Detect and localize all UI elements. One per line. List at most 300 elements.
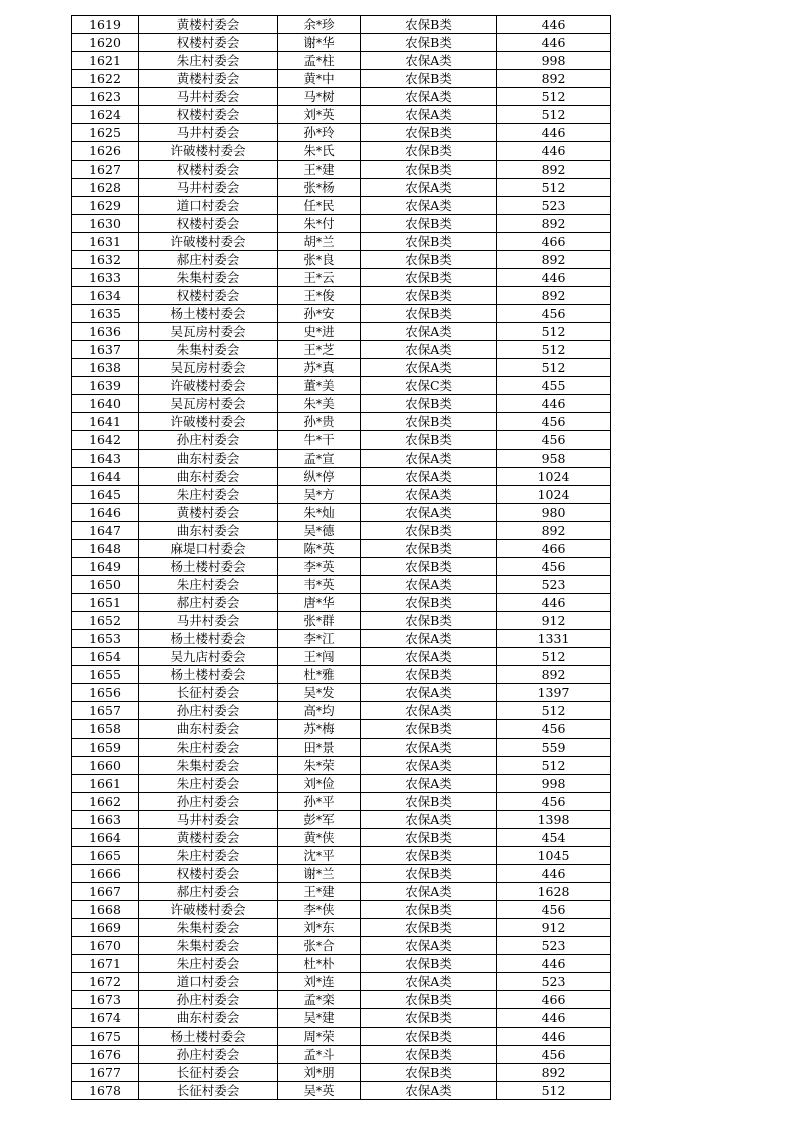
row-number-cell: 1669 — [72, 919, 139, 937]
insurance-type-cell: 农保B类 — [361, 521, 497, 539]
table-row — [72, 178, 611, 196]
village-committee-cell: 道口村委会 — [139, 973, 278, 991]
amount-cell: 512 — [497, 702, 611, 720]
table-row — [72, 594, 611, 612]
amount-cell: 892 — [497, 286, 611, 304]
person-name-cell: 孙*玲 — [278, 124, 361, 142]
insurance-type-cell: 农保A类 — [361, 196, 497, 214]
insurance-type-cell: 农保B类 — [361, 305, 497, 323]
insurance-type-cell: 农保B类 — [361, 1027, 497, 1045]
amount-cell: 455 — [497, 377, 611, 395]
table-row — [72, 955, 611, 973]
insurance-type-cell: 农保A类 — [361, 810, 497, 828]
person-name-cell: 董*美 — [278, 377, 361, 395]
village-committee-cell: 朱集村委会 — [139, 937, 278, 955]
table-body — [72, 16, 611, 1100]
amount-cell: 512 — [497, 648, 611, 666]
person-name-cell: 胡*兰 — [278, 232, 361, 250]
village-committee-cell: 吴瓦房村委会 — [139, 395, 278, 413]
row-number-cell: 1619 — [72, 16, 139, 34]
person-name-cell: 任*民 — [278, 196, 361, 214]
row-number-cell: 1661 — [72, 774, 139, 792]
village-committee-cell: 朱庄村委会 — [139, 485, 278, 503]
insurance-type-cell: 农保B类 — [361, 16, 497, 34]
row-number-cell: 1641 — [72, 413, 139, 431]
row-number-cell: 1626 — [72, 142, 139, 160]
village-committee-cell: 朱集村委会 — [139, 341, 278, 359]
table-row — [72, 359, 611, 377]
person-name-cell: 王*建 — [278, 160, 361, 178]
row-number-cell: 1676 — [72, 1045, 139, 1063]
amount-cell: 456 — [497, 431, 611, 449]
person-name-cell: 谢*兰 — [278, 864, 361, 882]
village-committee-cell: 长征村委会 — [139, 1063, 278, 1081]
person-name-cell: 朱*灿 — [278, 503, 361, 521]
table-row — [72, 250, 611, 268]
amount-cell: 454 — [497, 828, 611, 846]
table-row — [72, 196, 611, 214]
amount-cell: 466 — [497, 991, 611, 1009]
row-number-cell: 1665 — [72, 846, 139, 864]
amount-cell: 998 — [497, 774, 611, 792]
village-committee-cell: 朱庄村委会 — [139, 846, 278, 864]
person-name-cell: 孟*栾 — [278, 991, 361, 1009]
insurance-type-cell: 农保B类 — [361, 34, 497, 52]
table-row — [72, 214, 611, 232]
table-row — [72, 286, 611, 304]
village-committee-cell: 郝庄村委会 — [139, 250, 278, 268]
table-row — [72, 991, 611, 1009]
table-row — [72, 467, 611, 485]
table-row — [72, 738, 611, 756]
table-row — [72, 52, 611, 70]
person-name-cell: 吴*发 — [278, 684, 361, 702]
insurance-type-cell: 农保A类 — [361, 575, 497, 593]
amount-cell: 1398 — [497, 810, 611, 828]
insurance-type-cell: 农保A类 — [361, 1081, 497, 1099]
table-row — [72, 160, 611, 178]
row-number-cell: 1650 — [72, 575, 139, 593]
amount-cell: 466 — [497, 232, 611, 250]
amount-cell: 892 — [497, 1063, 611, 1081]
village-committee-cell: 朱庄村委会 — [139, 955, 278, 973]
amount-cell: 523 — [497, 575, 611, 593]
amount-cell: 456 — [497, 413, 611, 431]
amount-cell: 446 — [497, 594, 611, 612]
insurance-type-cell: 农保B类 — [361, 1063, 497, 1081]
document-page — [71, 15, 610, 1100]
village-committee-cell: 马井村委会 — [139, 178, 278, 196]
row-number-cell: 1653 — [72, 630, 139, 648]
amount-cell: 892 — [497, 214, 611, 232]
person-name-cell: 纵*停 — [278, 467, 361, 485]
person-name-cell: 孙*安 — [278, 305, 361, 323]
row-number-cell: 1625 — [72, 124, 139, 142]
row-number-cell: 1671 — [72, 955, 139, 973]
row-number-cell: 1624 — [72, 106, 139, 124]
row-number-cell: 1632 — [72, 250, 139, 268]
amount-cell: 892 — [497, 70, 611, 88]
row-number-cell: 1636 — [72, 323, 139, 341]
person-name-cell: 马*树 — [278, 88, 361, 106]
amount-cell: 980 — [497, 503, 611, 521]
amount-cell: 446 — [497, 142, 611, 160]
row-number-cell: 1677 — [72, 1063, 139, 1081]
row-number-cell: 1675 — [72, 1027, 139, 1045]
person-name-cell: 王*建 — [278, 883, 361, 901]
insurance-type-cell: 农保A类 — [361, 341, 497, 359]
insurance-type-cell: 农保A类 — [361, 359, 497, 377]
table-row — [72, 1045, 611, 1063]
village-committee-cell: 朱庄村委会 — [139, 774, 278, 792]
table-row — [72, 901, 611, 919]
insurance-type-cell: 农保B类 — [361, 864, 497, 882]
village-committee-cell: 孙庄村委会 — [139, 991, 278, 1009]
village-committee-cell: 曲东村委会 — [139, 720, 278, 738]
village-committee-cell: 马井村委会 — [139, 810, 278, 828]
row-number-cell: 1637 — [72, 341, 139, 359]
insurance-type-cell: 农保A类 — [361, 937, 497, 955]
amount-cell: 456 — [497, 720, 611, 738]
person-name-cell: 王*芝 — [278, 341, 361, 359]
row-number-cell: 1662 — [72, 792, 139, 810]
amount-cell: 446 — [497, 34, 611, 52]
row-number-cell: 1651 — [72, 594, 139, 612]
person-name-cell: 余*珍 — [278, 16, 361, 34]
amount-cell: 523 — [497, 973, 611, 991]
village-committee-cell: 曲东村委会 — [139, 521, 278, 539]
row-number-cell: 1638 — [72, 359, 139, 377]
person-name-cell: 苏*真 — [278, 359, 361, 377]
row-number-cell: 1649 — [72, 557, 139, 575]
person-name-cell: 吴*方 — [278, 485, 361, 503]
amount-cell: 559 — [497, 738, 611, 756]
insurance-type-cell: 农保B类 — [361, 286, 497, 304]
insurance-type-cell: 农保B类 — [361, 720, 497, 738]
amount-cell: 892 — [497, 666, 611, 684]
village-committee-cell: 朱庄村委会 — [139, 575, 278, 593]
amount-cell: 892 — [497, 250, 611, 268]
person-name-cell: 张*群 — [278, 612, 361, 630]
amount-cell: 1024 — [497, 467, 611, 485]
insurance-type-cell: 农保C类 — [361, 377, 497, 395]
table-row — [72, 973, 611, 991]
insurance-type-cell: 农保B类 — [361, 431, 497, 449]
row-number-cell: 1664 — [72, 828, 139, 846]
person-name-cell: 张*良 — [278, 250, 361, 268]
person-name-cell: 吴*英 — [278, 1081, 361, 1099]
table-row — [72, 521, 611, 539]
table-row — [72, 539, 611, 557]
row-number-cell: 1668 — [72, 901, 139, 919]
village-committee-cell: 朱集村委会 — [139, 919, 278, 937]
row-number-cell: 1623 — [72, 88, 139, 106]
village-committee-cell: 马井村委会 — [139, 124, 278, 142]
person-name-cell: 王*云 — [278, 268, 361, 286]
row-number-cell: 1673 — [72, 991, 139, 1009]
village-committee-cell: 许破楼村委会 — [139, 142, 278, 160]
amount-cell: 512 — [497, 323, 611, 341]
table-row — [72, 792, 611, 810]
insurance-type-cell: 农保B类 — [361, 70, 497, 88]
insurance-type-cell: 农保B类 — [361, 991, 497, 1009]
person-name-cell: 吴*建 — [278, 1009, 361, 1027]
row-number-cell: 1622 — [72, 70, 139, 88]
person-name-cell: 孙*贵 — [278, 413, 361, 431]
person-name-cell: 沈*平 — [278, 846, 361, 864]
row-number-cell: 1621 — [72, 52, 139, 70]
table-row — [72, 124, 611, 142]
table-row — [72, 883, 611, 901]
amount-cell: 958 — [497, 449, 611, 467]
amount-cell: 456 — [497, 1045, 611, 1063]
table-row — [72, 268, 611, 286]
insurance-type-cell: 农保A类 — [361, 630, 497, 648]
insurance-type-cell: 农保B类 — [361, 124, 497, 142]
table-row — [72, 377, 611, 395]
village-committee-cell: 杨土楼村委会 — [139, 1027, 278, 1045]
amount-cell: 446 — [497, 1027, 611, 1045]
table-row — [72, 341, 611, 359]
table-row — [72, 648, 611, 666]
insurance-type-cell: 农保A类 — [361, 648, 497, 666]
table-row — [72, 774, 611, 792]
insurance-type-cell: 农保A类 — [361, 106, 497, 124]
village-committee-cell: 长征村委会 — [139, 684, 278, 702]
insurance-type-cell: 农保B类 — [361, 612, 497, 630]
person-name-cell: 彭*军 — [278, 810, 361, 828]
village-committee-cell: 孙庄村委会 — [139, 1045, 278, 1063]
person-name-cell: 李*江 — [278, 630, 361, 648]
village-committee-cell: 权楼村委会 — [139, 160, 278, 178]
insurance-type-cell: 农保A类 — [361, 449, 497, 467]
row-number-cell: 1639 — [72, 377, 139, 395]
table-row — [72, 34, 611, 52]
village-committee-cell: 曲东村委会 — [139, 1009, 278, 1027]
amount-cell: 912 — [497, 919, 611, 937]
village-committee-cell: 许破楼村委会 — [139, 232, 278, 250]
insurance-type-cell: 农保A类 — [361, 467, 497, 485]
person-name-cell: 周*荣 — [278, 1027, 361, 1045]
insurance-type-cell: 农保B类 — [361, 142, 497, 160]
row-number-cell: 1644 — [72, 467, 139, 485]
village-committee-cell: 权楼村委会 — [139, 286, 278, 304]
row-number-cell: 1666 — [72, 864, 139, 882]
table-row — [72, 431, 611, 449]
village-committee-cell: 朱庄村委会 — [139, 738, 278, 756]
row-number-cell: 1627 — [72, 160, 139, 178]
person-name-cell: 张*杨 — [278, 178, 361, 196]
table-row — [72, 232, 611, 250]
table-row — [72, 684, 611, 702]
insurance-type-cell: 农保A类 — [361, 485, 497, 503]
table-row — [72, 323, 611, 341]
amount-cell: 912 — [497, 612, 611, 630]
table-row — [72, 810, 611, 828]
person-name-cell: 孟*斗 — [278, 1045, 361, 1063]
amount-cell: 446 — [497, 16, 611, 34]
insurance-type-cell: 农保A类 — [361, 503, 497, 521]
amount-cell: 512 — [497, 359, 611, 377]
insurance-type-cell: 农保B类 — [361, 792, 497, 810]
table-row — [72, 666, 611, 684]
insurance-type-cell: 农保B类 — [361, 557, 497, 575]
row-number-cell: 1674 — [72, 1009, 139, 1027]
row-number-cell: 1672 — [72, 973, 139, 991]
person-name-cell: 谢*华 — [278, 34, 361, 52]
person-name-cell: 黄*中 — [278, 70, 361, 88]
insurance-type-cell: 农保B类 — [361, 666, 497, 684]
village-committee-cell: 权楼村委会 — [139, 106, 278, 124]
insurance-type-cell: 农保A类 — [361, 88, 497, 106]
insurance-type-cell: 农保A类 — [361, 684, 497, 702]
village-committee-cell: 郝庄村委会 — [139, 594, 278, 612]
person-name-cell: 李*侠 — [278, 901, 361, 919]
person-name-cell: 韦*英 — [278, 575, 361, 593]
table-row — [72, 630, 611, 648]
row-number-cell: 1657 — [72, 702, 139, 720]
amount-cell: 512 — [497, 106, 611, 124]
village-committee-cell: 孙庄村委会 — [139, 431, 278, 449]
row-number-cell: 1631 — [72, 232, 139, 250]
row-number-cell: 1643 — [72, 449, 139, 467]
table-row — [72, 1081, 611, 1099]
amount-cell: 446 — [497, 124, 611, 142]
person-name-cell: 刘*俭 — [278, 774, 361, 792]
row-number-cell: 1640 — [72, 395, 139, 413]
row-number-cell: 1629 — [72, 196, 139, 214]
row-number-cell: 1660 — [72, 756, 139, 774]
row-number-cell: 1634 — [72, 286, 139, 304]
village-committee-cell: 黄楼村委会 — [139, 828, 278, 846]
person-name-cell: 史*进 — [278, 323, 361, 341]
row-number-cell: 1633 — [72, 268, 139, 286]
table-row — [72, 575, 611, 593]
person-name-cell: 李*英 — [278, 557, 361, 575]
amount-cell: 892 — [497, 160, 611, 178]
insurance-type-cell: 农保B类 — [361, 594, 497, 612]
person-name-cell: 杜*雅 — [278, 666, 361, 684]
person-name-cell: 刘*英 — [278, 106, 361, 124]
person-name-cell: 陈*英 — [278, 539, 361, 557]
insurance-type-cell: 农保A类 — [361, 52, 497, 70]
village-committee-cell: 吴瓦房村委会 — [139, 359, 278, 377]
row-number-cell: 1620 — [72, 34, 139, 52]
village-committee-cell: 曲东村委会 — [139, 449, 278, 467]
insurance-type-cell: 农保B类 — [361, 214, 497, 232]
village-committee-cell: 麻堤口村委会 — [139, 539, 278, 557]
village-committee-cell: 朱集村委会 — [139, 756, 278, 774]
person-name-cell: 刘*东 — [278, 919, 361, 937]
insurance-type-cell: 农保A类 — [361, 323, 497, 341]
table-row — [72, 864, 611, 882]
insurance-type-cell: 农保B类 — [361, 955, 497, 973]
amount-cell: 1628 — [497, 883, 611, 901]
amount-cell: 446 — [497, 268, 611, 286]
village-committee-cell: 权楼村委会 — [139, 214, 278, 232]
amount-cell: 1045 — [497, 846, 611, 864]
insurance-type-cell: 农保A类 — [361, 774, 497, 792]
amount-cell: 1397 — [497, 684, 611, 702]
amount-cell: 456 — [497, 792, 611, 810]
row-number-cell: 1635 — [72, 305, 139, 323]
person-name-cell: 王*闯 — [278, 648, 361, 666]
insurance-type-cell: 农保B类 — [361, 160, 497, 178]
person-name-cell: 朱*荣 — [278, 756, 361, 774]
village-committee-cell: 权楼村委会 — [139, 34, 278, 52]
amount-cell: 512 — [497, 341, 611, 359]
person-name-cell: 王*俊 — [278, 286, 361, 304]
table-row — [72, 485, 611, 503]
insurance-type-cell: 农保B类 — [361, 846, 497, 864]
row-number-cell: 1658 — [72, 720, 139, 738]
insurance-type-cell: 农保A类 — [361, 973, 497, 991]
table-row — [72, 828, 611, 846]
row-number-cell: 1642 — [72, 431, 139, 449]
table-row — [72, 720, 611, 738]
row-number-cell: 1656 — [72, 684, 139, 702]
village-committee-cell: 黄楼村委会 — [139, 70, 278, 88]
amount-cell: 512 — [497, 756, 611, 774]
insurance-type-cell: 农保B类 — [361, 901, 497, 919]
person-name-cell: 高*均 — [278, 702, 361, 720]
amount-cell: 446 — [497, 1009, 611, 1027]
amount-cell: 1331 — [497, 630, 611, 648]
insurance-type-cell: 农保A类 — [361, 738, 497, 756]
village-committee-cell: 黄楼村委会 — [139, 503, 278, 521]
row-number-cell: 1628 — [72, 178, 139, 196]
person-name-cell: 张*合 — [278, 937, 361, 955]
row-number-cell: 1648 — [72, 539, 139, 557]
village-committee-cell: 长征村委会 — [139, 1081, 278, 1099]
table-row — [72, 919, 611, 937]
insurance-type-cell: 农保B类 — [361, 268, 497, 286]
amount-cell: 1024 — [497, 485, 611, 503]
table-row — [72, 937, 611, 955]
amount-cell: 466 — [497, 539, 611, 557]
amount-cell: 446 — [497, 395, 611, 413]
insurance-type-cell: 农保A类 — [361, 883, 497, 901]
village-committee-cell: 杨土楼村委会 — [139, 557, 278, 575]
person-name-cell: 黄*侠 — [278, 828, 361, 846]
village-committee-cell: 黄楼村委会 — [139, 16, 278, 34]
person-name-cell: 唐*华 — [278, 594, 361, 612]
person-name-cell: 刘*朋 — [278, 1063, 361, 1081]
person-name-cell: 吴*德 — [278, 521, 361, 539]
person-name-cell: 朱*美 — [278, 395, 361, 413]
table-row — [72, 1027, 611, 1045]
village-committee-cell: 权楼村委会 — [139, 864, 278, 882]
village-committee-cell: 许破楼村委会 — [139, 901, 278, 919]
table-row — [72, 612, 611, 630]
row-number-cell: 1663 — [72, 810, 139, 828]
amount-cell: 998 — [497, 52, 611, 70]
person-name-cell: 朱*付 — [278, 214, 361, 232]
village-committee-cell: 杨土楼村委会 — [139, 666, 278, 684]
amount-cell: 446 — [497, 955, 611, 973]
village-committee-cell: 杨土楼村委会 — [139, 305, 278, 323]
row-number-cell: 1670 — [72, 937, 139, 955]
table-row — [72, 846, 611, 864]
village-committee-cell: 马井村委会 — [139, 612, 278, 630]
person-name-cell: 刘*连 — [278, 973, 361, 991]
row-number-cell: 1652 — [72, 612, 139, 630]
row-number-cell: 1646 — [72, 503, 139, 521]
person-name-cell: 杜*朴 — [278, 955, 361, 973]
village-committee-cell: 许破楼村委会 — [139, 413, 278, 431]
village-committee-cell: 曲东村委会 — [139, 467, 278, 485]
insurance-type-cell: 农保B类 — [361, 919, 497, 937]
